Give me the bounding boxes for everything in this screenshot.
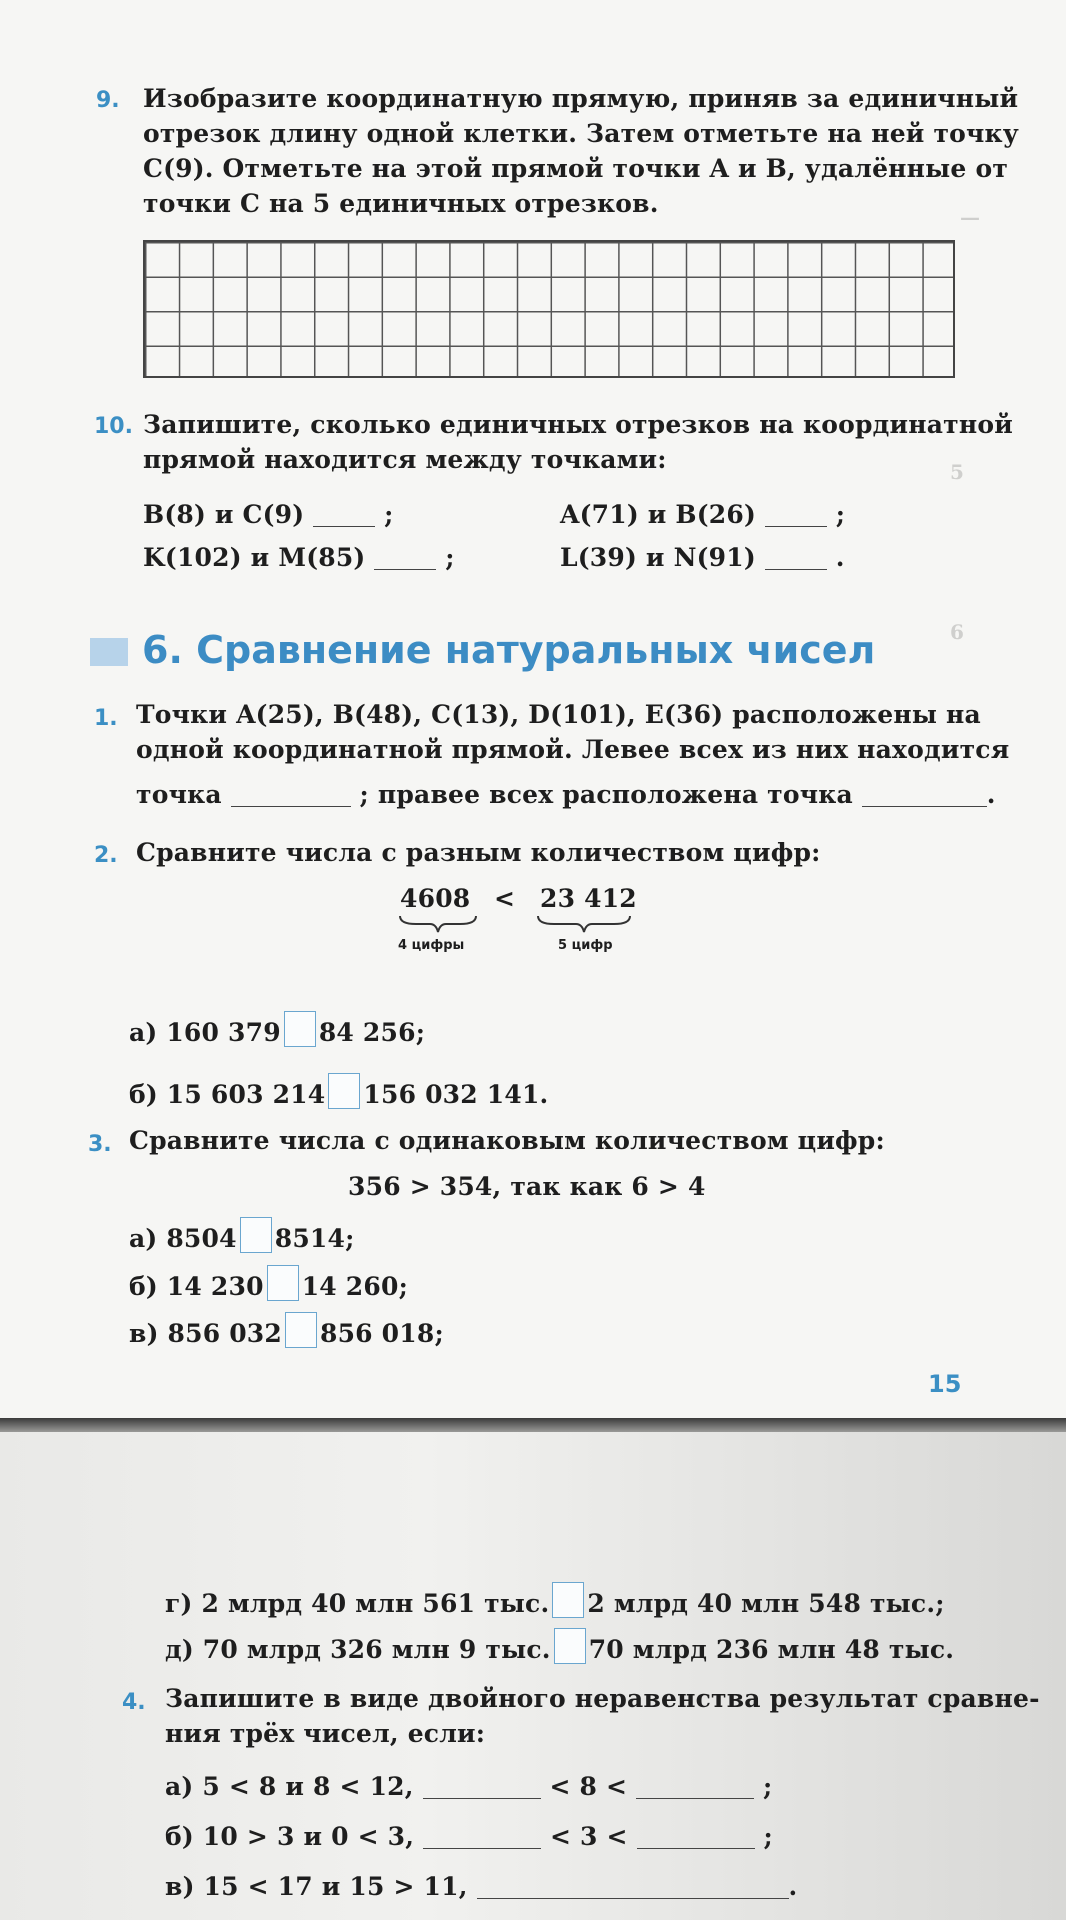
- answer-blank[interactable]: [477, 1872, 789, 1899]
- task9-line3: C(9). Отметьте на этой прямой точки A и B, удалённые от: [143, 154, 1009, 183]
- task3-example: 356 > 354, так как 6 > 4: [348, 1172, 706, 1201]
- task3-item-e: д) 70 млрд 326 млн 9 тыс. 70 млрд 236 млн 48 тыс.: [165, 1628, 954, 1664]
- task2-number: 2.: [94, 843, 118, 868]
- answer-blank[interactable]: [862, 780, 987, 807]
- task1-line3: точка ; правее всех расположена точка .: [136, 780, 996, 809]
- task4-number: 4.: [122, 1690, 146, 1715]
- section-marker: [90, 638, 128, 666]
- task9-line1: Изобразите координатную прямую, приняв за единичный: [143, 84, 1019, 113]
- task3-item-a: а) 8504 8514;: [129, 1217, 355, 1253]
- comparison-box[interactable]: [284, 1011, 316, 1047]
- task9-line4: точки C на 5 единичных отрезков.: [143, 189, 659, 218]
- section-title: 6. Сравнение натуральных чисел: [142, 628, 876, 672]
- task9-number: 9.: [96, 88, 120, 113]
- answer-blank[interactable]: [423, 1772, 541, 1799]
- task3-title: Сравните числа с одинаковым количеством цифр:: [129, 1126, 885, 1155]
- task2-example-right: 23 412: [540, 884, 637, 913]
- task1-line2: одной координатной прямой. Левее всех из них находится: [136, 735, 1010, 764]
- task1-line1: Точки A(25), B(48), C(13), D(101), E(36) расположены на: [136, 700, 981, 729]
- task3-item-c: в) 856 032 856 018;: [129, 1312, 444, 1348]
- comparison-box[interactable]: [328, 1073, 360, 1109]
- answer-blank[interactable]: [765, 543, 827, 570]
- textbook-page-15: — 5 6 9. Изобразите координатную прямую, приняв за единичный отрезок длину одной клетки. Затем отметьте на ней точку C(9). Отметьте на этой прямой точки A и B, удалённые от точки C на 5 единичных отрезков. 10. Запишите, сколько единичных отрезков на координатной прямой находится между точками: B(8) и C(9) ; A(71) и B(26) ; K(102) и M(85) ; L(39) и N(91) . 6. Сравнение натуральных чисел 1. Точки A(25), B(48), C(13), D(101), E(36) расположены на одной координатной прямой. Левее всех из них находится точка ; правее всех расположена точка . 2. Сравните числа с разным количеством цифр: 4608 < 23 412 4 цифры 5 цифр а) 160 379 84 256; б) 15 603 214 156 032 141. 3. Сравните числа с одинаковым количеством цифр: 356 > 354, так как 6 > 4 а) 8504 8514; б) 14 230 14 260; в) 856 032 856 018; 15: [0, 0, 1066, 1418]
- answer-blank[interactable]: [313, 500, 375, 527]
- task2-item-b: б) 15 603 214 156 032 141.: [129, 1073, 548, 1109]
- comparison-box[interactable]: [554, 1628, 586, 1664]
- task4-item-b: б) 10 > 3 и 0 < 3, < 3 < ;: [165, 1822, 773, 1851]
- textbook-next-page: [0, 1432, 1066, 1920]
- task10-pair-3: K(102) и M(85) ;: [143, 543, 455, 572]
- answer-blank[interactable]: [374, 543, 436, 570]
- task10-pair-4: L(39) и N(91) .: [560, 543, 845, 572]
- task2-label-right: 5 цифр: [558, 938, 613, 953]
- task3-number: 3.: [88, 1132, 112, 1157]
- task3-item-d: г) 2 млрд 40 млн 561 тыс. 2 млрд 40 млн 548 тыс.;: [165, 1582, 945, 1618]
- comparison-box[interactable]: [285, 1312, 317, 1348]
- task10-pair-2: A(71) и B(26) ;: [560, 500, 846, 529]
- task4-line2: ния трёх чисел, если:: [165, 1719, 486, 1748]
- answer-blank[interactable]: [765, 500, 827, 527]
- task2-example-sign: <: [494, 884, 516, 913]
- underbrace-icons: [396, 912, 636, 936]
- task2-item-a: а) 160 379 84 256;: [129, 1011, 425, 1047]
- task10-line1: Запишите, сколько единичных отрезков на координатной: [143, 410, 1013, 439]
- task4-item-c: в) 15 < 17 и 15 > 11, .: [165, 1872, 798, 1901]
- task10-line2: прямой находится между точками:: [143, 445, 667, 474]
- answer-blank[interactable]: [231, 780, 351, 807]
- task1-number: 1.: [94, 706, 118, 731]
- page-divider: [0, 1418, 1066, 1432]
- answer-blank[interactable]: [423, 1822, 541, 1849]
- drawing-grid[interactable]: [143, 240, 955, 378]
- answer-blank[interactable]: [637, 1822, 755, 1849]
- task10-pair-1: B(8) и C(9) ;: [143, 500, 394, 529]
- answer-blank[interactable]: [636, 1772, 754, 1799]
- task4-line1: Запишите в виде двойного неравенства результат сравне-: [165, 1684, 1040, 1713]
- task10-number: 10.: [94, 414, 133, 439]
- task4-item-a: а) 5 < 8 и 8 < 12, < 8 < ;: [165, 1772, 773, 1801]
- task2-title: Сравните числа с разным количеством цифр:: [136, 838, 821, 867]
- task3-item-b: б) 14 230 14 260;: [129, 1265, 408, 1301]
- task9-line2: отрезок длину одной клетки. Затем отметьте на ней точку: [143, 119, 1019, 148]
- comparison-box[interactable]: [240, 1217, 272, 1253]
- comparison-box[interactable]: [552, 1582, 584, 1618]
- task2-example-left: 4608: [400, 884, 471, 913]
- task2-label-left: 4 цифры: [398, 938, 465, 953]
- page-number: 15: [928, 1370, 962, 1398]
- comparison-box[interactable]: [267, 1265, 299, 1301]
